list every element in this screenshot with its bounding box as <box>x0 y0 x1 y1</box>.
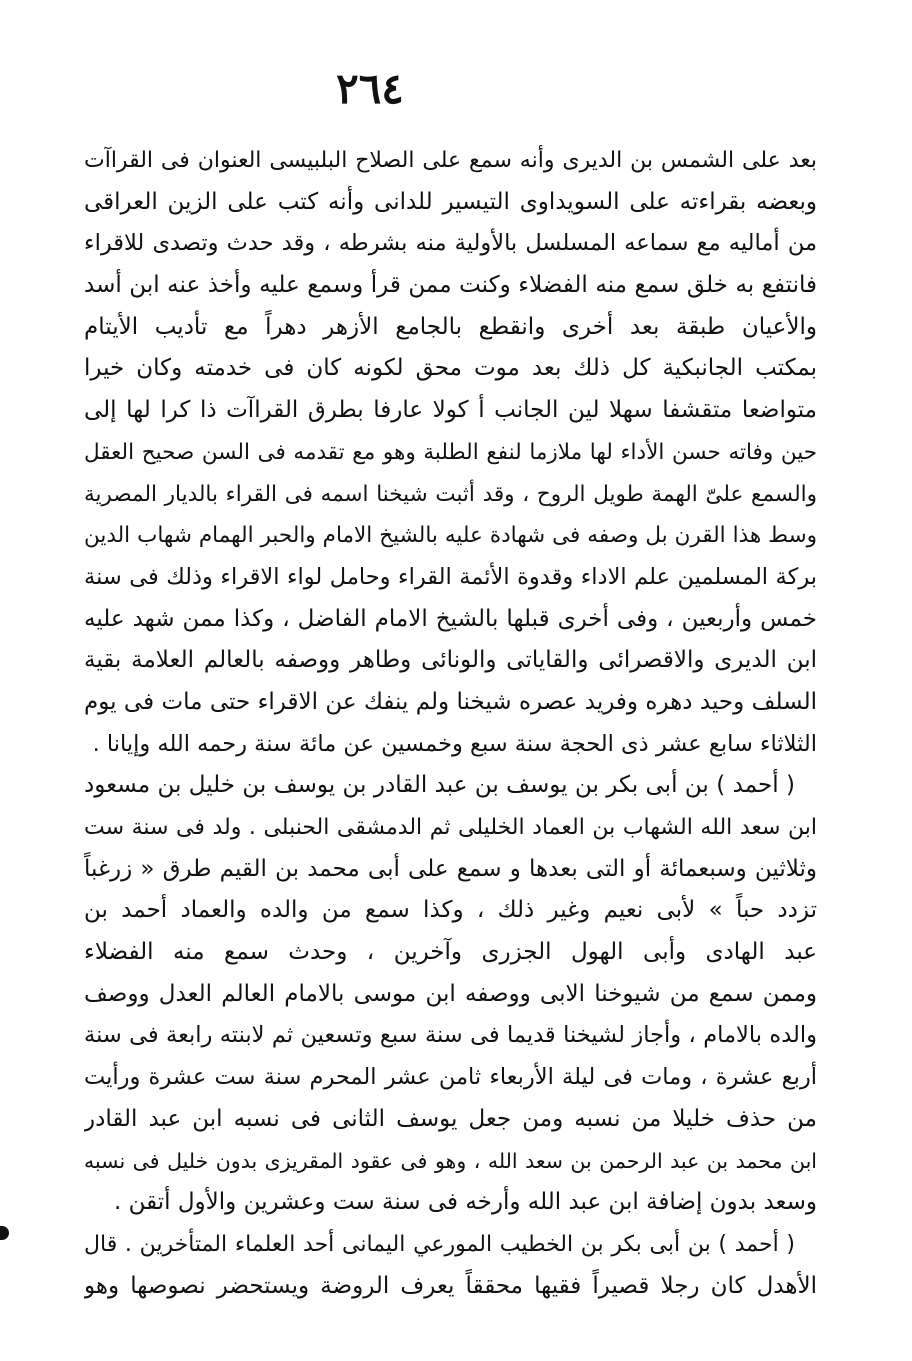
text-line: وبعضه بقراءته على السويداوى التيسير للدانى وأنه كتب على الزين العراقى <box>84 188 817 215</box>
text-line: والأعيان طبقة بعد أخرى وانقطع بالجامع الأزهر دهراً مع تأديب الأيتام <box>84 313 817 340</box>
text-line: أربع عشرة ، ومات فى ليلة الأربعاء ثامن عشر المحرم سنة ست عشرة ورأيت <box>84 1064 817 1091</box>
text-line: السلف وحيد دهره وفريد عصره شيخنا ولم ينفك عن الاقراء حتى مات فى يوم <box>84 688 817 715</box>
text-line: ابن سعد الله الشهاب بن العماد الخليلى ثم الدمشقى الحنبلى . ولد فى سنة ست <box>84 815 817 840</box>
text-line: خمس وأربعين ، وفى أخرى قبلها بالشيخ الامام الفاضل ، وكذا ممن شهد عليه <box>84 605 817 632</box>
text-line: وسط هذا القرن بل وصفه فى شهادة عليه بالشيخ الامام والحبر الهمام شهاب الدين <box>84 523 817 549</box>
text-line: والسمع علىّ الهمة طويل الروح ، وقد أثبت شيخنا اسمه فى القراء بالديار المصرية <box>84 481 817 507</box>
entry-heading-line: ( أحمد ) بن أبى بكر بن الخطيب المورعي اليمانى أحد العلماء المتأخرين . قال <box>84 1231 795 1257</box>
text-line: تزدد حباً » لأبى نعيم وغير ذلك ، وكذا سمع من والده والعماد أحمد بن <box>84 897 817 924</box>
page-number: ٢٦٤ <box>336 64 404 113</box>
text-line: الثلاثاء سابع عشر ذى الحجة سنة سبع وخمسين عن مائة سنة رحمه الله وإيانا . <box>92 730 817 757</box>
text-line: والده بالامام ، وأجاز لشيخنا قديما فى سنة سبع وتسعين ثم لابنته رابعة فى سنة <box>84 1022 817 1049</box>
text-line: حين وفاته حسن الأداء لها ملازما لنفع الطلبة وهو مع تقدمه فى السن صحيح العقل <box>84 439 817 465</box>
text-line: وممن سمع من شيوخنا الابى ووصفه ابن موسى بالامام العالم العدل ووصف <box>84 980 817 1007</box>
entry-heading-line: ( أحمد ) بن أبى بكر بن يوسف بن عبد القادر بن يوسف بن خليل بن مسعود <box>84 772 795 799</box>
text-line: عبد الهادى وأبى الهول الجزرى وآخرين ، وحدث سمع منه الفضلاء <box>84 939 817 966</box>
text-line: من حذف خليلا من نسبه ومن جعل يوسف الثانى فى نسبه ابن عبد القادر <box>84 1105 817 1132</box>
text-line: من أماليه مع سماعه المسلسل بالأولية منه بشرطه ، وقد حدث وتصدى للاقراء <box>84 230 817 257</box>
text-line: فانتفع به خلق سمع منه الفضلاء وكنت ممن قرأ وسمع عليه وأخذ عنه ابن أسد <box>84 272 817 299</box>
text-line: ابن الديرى والاقصرائى والقاياتى والونائى وطاهر ووصفه بالعالم العلامة بقية <box>84 647 817 674</box>
body-text <box>84 140 817 1307</box>
text-line: متواضعا متقشفا سهلا لين الجانب أ كولا عارفا بطرق القراآت ذا كرا لها إلى <box>84 397 817 424</box>
text-line: بعد على الشمس بن الديرى وأنه سمع على الصلاح البلبيسى العنوان فى القراآت <box>84 148 817 173</box>
text-line: بركة المسلمين علم الاداء وقدوة الأئمة القراء وحامل لواء الاقراء وذلك فى سنة <box>84 563 817 590</box>
text-line: ابن محمد بن عبد الرحمن بن سعد الله ، وهو فى عقود المقريزى بدون خليل فى نسبه <box>84 1148 817 1173</box>
text-line: وثلاثين وسبعمائة أو التى بعدها و سمع على أبى محمد بن القيم طرق « زرغباً <box>84 855 817 882</box>
text-line: بمكتب الجانبكية كل ذلك بعد موت محق لكونه كان فى خدمته وكان خيرا <box>84 355 817 382</box>
text-line: الأهدل كان رجلا قصيراً فقيها محققاً يعرف الروضة ويستحضر نصوصها وهو <box>84 1272 817 1299</box>
scan-edge-mark <box>0 1226 9 1240</box>
text-line: وسعد بدون إضافة ابن عبد الله وأرخه فى سنة ست وعشرين والأول أتقن . <box>113 1189 817 1216</box>
